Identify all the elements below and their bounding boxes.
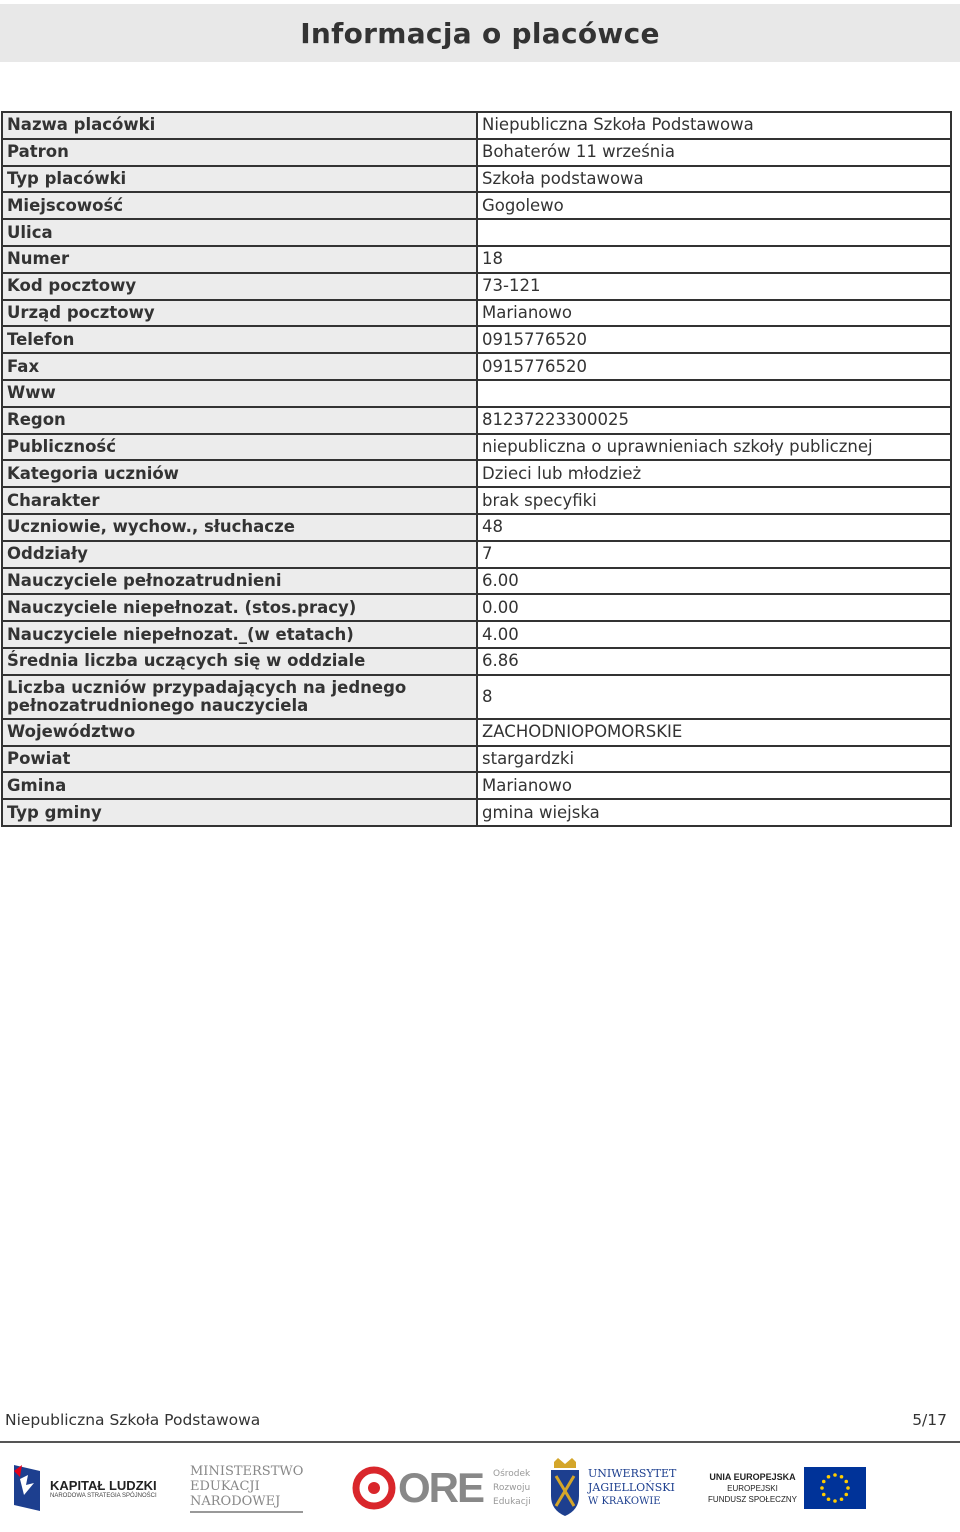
row-label: Uczniowie, wychow., słuchacze bbox=[2, 514, 477, 541]
row-value: 6.00 bbox=[477, 568, 951, 595]
table-row bbox=[2, 719, 951, 746]
row-value: 4.00 bbox=[477, 621, 951, 648]
eu-star-icon bbox=[827, 1475, 831, 1479]
table-row bbox=[2, 621, 951, 648]
table-row bbox=[2, 192, 951, 219]
school-info-table bbox=[1, 111, 952, 827]
table-row bbox=[2, 166, 951, 193]
table-row bbox=[2, 326, 951, 353]
page-footer bbox=[5, 1411, 947, 1429]
table-row bbox=[2, 487, 951, 514]
ore-mark: ORE bbox=[398, 1464, 484, 1511]
ore-line2: Rozwoju bbox=[493, 1483, 531, 1493]
eu-star-icon bbox=[822, 1480, 826, 1484]
row-label: Powiat bbox=[2, 746, 477, 773]
uj-line2: JAGIELLOŃSKI bbox=[588, 1481, 675, 1494]
row-value: 48 bbox=[477, 514, 951, 541]
table-row bbox=[2, 219, 951, 246]
table-row bbox=[2, 407, 951, 434]
row-label: Publiczność bbox=[2, 434, 477, 461]
eu-star-icon bbox=[840, 1497, 844, 1501]
row-label: Typ placówki bbox=[2, 166, 477, 193]
uj-line3: W KRAKOWIE bbox=[588, 1496, 661, 1507]
uj-line1: UNIWERSYTET bbox=[588, 1467, 677, 1480]
row-value bbox=[477, 219, 951, 246]
title-bar bbox=[0, 4, 960, 62]
kapital-ludzki-logo bbox=[10, 1455, 180, 1521]
row-value: 7 bbox=[477, 541, 951, 568]
row-label: Telefon bbox=[2, 326, 477, 353]
row-value: 8 bbox=[477, 675, 951, 719]
row-label: Średnia liczba uczących się w oddziale bbox=[2, 648, 477, 675]
row-label: Patron bbox=[2, 139, 477, 166]
eu-star-icon bbox=[840, 1475, 844, 1479]
row-value: ZACHODNIOPOMORSKIE bbox=[477, 719, 951, 746]
row-label: Regon bbox=[2, 407, 477, 434]
eu-star-icon bbox=[827, 1497, 831, 1501]
row-label: Nazwa placówki bbox=[2, 112, 477, 139]
ore-logo bbox=[352, 1455, 532, 1521]
table-row bbox=[2, 353, 951, 380]
ore-circle-icon bbox=[352, 1466, 396, 1510]
row-label: Miejscowość bbox=[2, 192, 477, 219]
eu-star-icon bbox=[820, 1486, 824, 1490]
table-row bbox=[2, 568, 951, 595]
table-row bbox=[2, 246, 951, 273]
row-value: 6.86 bbox=[477, 648, 951, 675]
table-row bbox=[2, 434, 951, 461]
row-label: Oddziały bbox=[2, 541, 477, 568]
eu-star-icon bbox=[844, 1480, 848, 1484]
row-label: Nauczyciele pełnozatrudnieni bbox=[2, 568, 477, 595]
eu-star-icon bbox=[822, 1493, 826, 1497]
row-label: Urząd pocztowy bbox=[2, 300, 477, 327]
table-row bbox=[2, 746, 951, 773]
row-value: niepubliczna o uprawnieniach szkoły publicznej bbox=[477, 434, 951, 461]
table-row bbox=[2, 273, 951, 300]
row-label: Ulica bbox=[2, 219, 477, 246]
page-title: Informacja o placówce bbox=[300, 16, 660, 50]
row-label: Nauczyciele niepełnozat._(w etatach) bbox=[2, 621, 477, 648]
table-row bbox=[2, 380, 951, 407]
row-label: Kategoria uczniów bbox=[2, 460, 477, 487]
eu-line2: EUROPEJSKI bbox=[727, 1484, 778, 1493]
eu-star-icon bbox=[833, 1473, 837, 1477]
eu-line1: UNIA EUROPEJSKA bbox=[709, 1472, 796, 1482]
row-value: 18 bbox=[477, 246, 951, 273]
row-value: 81237223300025 bbox=[477, 407, 951, 434]
row-value: Bohaterów 11 września bbox=[477, 139, 951, 166]
row-value bbox=[477, 380, 951, 407]
row-value: 73-121 bbox=[477, 273, 951, 300]
eu-star-icon bbox=[844, 1493, 848, 1497]
row-value: Dzieci lub młodzież bbox=[477, 460, 951, 487]
row-value: Gogolewo bbox=[477, 192, 951, 219]
row-label: Liczba uczniów przypadających na jednego pełnozatrudnionego nauczyciela bbox=[2, 675, 477, 719]
table-row bbox=[2, 594, 951, 621]
row-label: Typ gminy bbox=[2, 799, 477, 826]
table-row bbox=[2, 139, 951, 166]
row-value: Szkoła podstawowa bbox=[477, 166, 951, 193]
eu-star-icon bbox=[846, 1486, 850, 1490]
row-value: Marianowo bbox=[477, 772, 951, 799]
table-row bbox=[2, 541, 951, 568]
row-value: 0915776520 bbox=[477, 353, 951, 380]
kapital-ludzki-subtitle: NARODOWA STRATEGIA SPÓJNOŚCI bbox=[50, 1492, 157, 1499]
eu-line3: FUNDUSZ SPOŁECZNY bbox=[708, 1495, 797, 1504]
ministerstwo-line2: EDUKACJI bbox=[190, 1478, 260, 1494]
sponsor-logos bbox=[0, 1455, 960, 1525]
table-row bbox=[2, 675, 951, 719]
eu-logo bbox=[705, 1455, 875, 1521]
uj-crest-icon bbox=[548, 1458, 582, 1518]
row-label: Charakter bbox=[2, 487, 477, 514]
table-row bbox=[2, 112, 951, 139]
footer-school-name: Niepubliczna Szkoła Podstawowa bbox=[5, 1411, 261, 1429]
row-label: Nauczyciele niepełnozat. (stos.pracy) bbox=[2, 594, 477, 621]
eu-star-icon bbox=[833, 1499, 837, 1503]
row-label: Kod pocztowy bbox=[2, 273, 477, 300]
row-value: brak specyfiki bbox=[477, 487, 951, 514]
row-label: Województwo bbox=[2, 719, 477, 746]
ministerstwo-line1: MINISTERSTWO bbox=[190, 1463, 304, 1479]
table-row bbox=[2, 514, 951, 541]
table-row bbox=[2, 799, 951, 826]
table-row bbox=[2, 460, 951, 487]
footer-divider bbox=[0, 1441, 960, 1443]
table-row bbox=[2, 300, 951, 327]
row-label: Numer bbox=[2, 246, 477, 273]
ore-line3: Edukacji bbox=[493, 1497, 531, 1507]
row-value: Marianowo bbox=[477, 300, 951, 327]
kapital-ludzki-title: KAPITAŁ LUDZKI bbox=[50, 1477, 157, 1493]
ore-line1: Ośrodek bbox=[493, 1469, 531, 1479]
row-value: 0915776520 bbox=[477, 326, 951, 353]
page-number: 5/17 bbox=[912, 1411, 947, 1429]
eu-flag-icon bbox=[804, 1467, 866, 1509]
row-value: gmina wiejska bbox=[477, 799, 951, 826]
ministerstwo-logo bbox=[190, 1455, 320, 1521]
row-value: stargardzki bbox=[477, 746, 951, 773]
row-value: Niepubliczna Szkoła Podstawowa bbox=[477, 112, 951, 139]
row-label: Www bbox=[2, 380, 477, 407]
row-value: 0.00 bbox=[477, 594, 951, 621]
kapital-ludzki-emblem-icon bbox=[10, 1461, 44, 1515]
row-label: Gmina bbox=[2, 772, 477, 799]
uj-logo bbox=[548, 1455, 688, 1521]
row-label: Fax bbox=[2, 353, 477, 380]
ministerstwo-line3: NARODOWEJ bbox=[190, 1493, 281, 1509]
table-row bbox=[2, 648, 951, 675]
table-row bbox=[2, 772, 951, 799]
